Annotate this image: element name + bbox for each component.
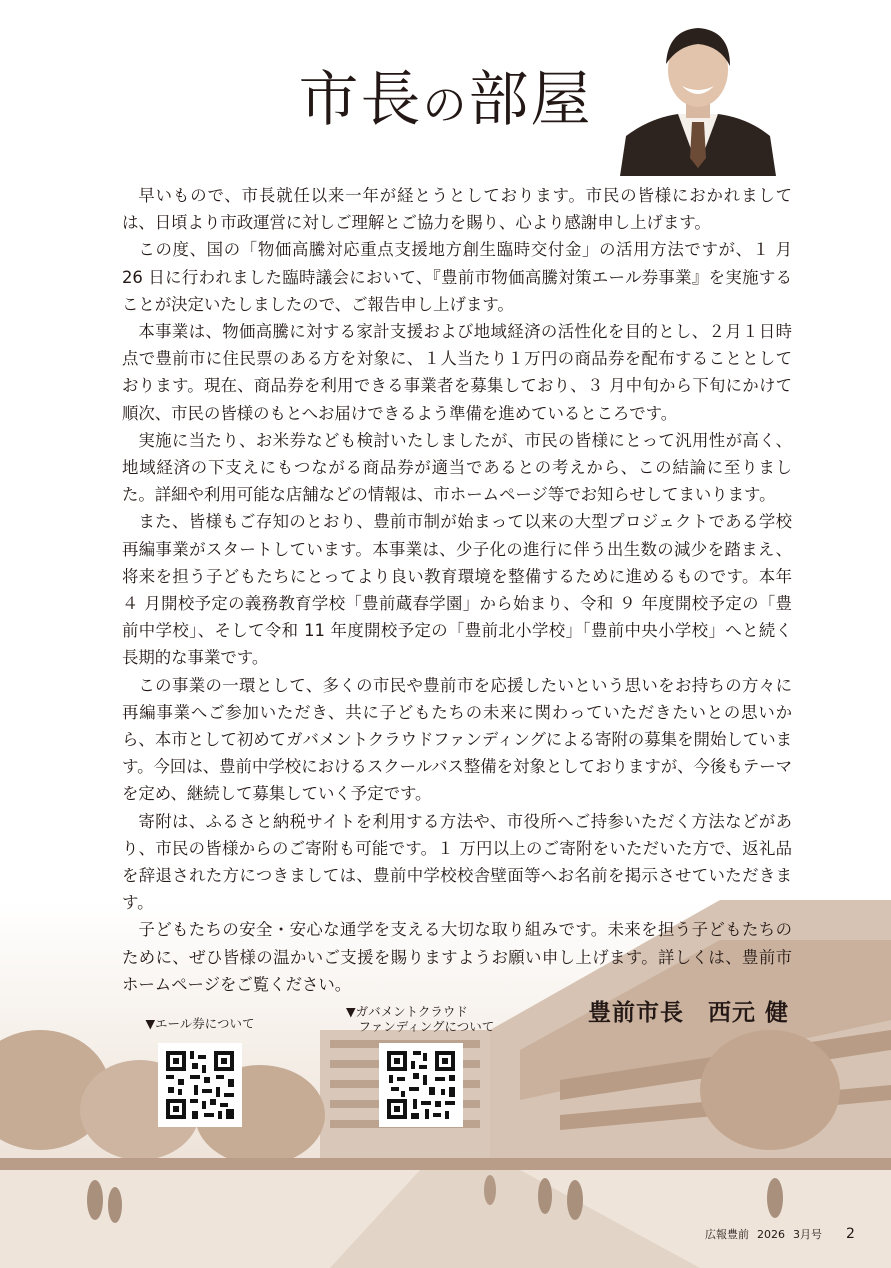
paragraph: 子どもたちの安全・安心な通学を支える大切な取り組みです。未来を担う子どもたちのために、ぜひ皆様の温かいご支援を賜りますようお願い申し上げます。詳しくは、豊前市ホームページをご覧ください。 (122, 920, 792, 994)
page-title: 市長の部屋 (298, 65, 593, 135)
qr-government-crowdfunding[interactable] (346, 1004, 496, 1127)
paragraph: この事業の一環として、多くの市民や豊前市を応援したいという思いをお持ちの方々に再編事業へご参加いただき、共に子どもたちの未来に関わっていただきたいとの思いから、本市として初めてガバメントクラウドファンディングによる寄附の募集を開始しています。今回は、豊前中学校におけるスクールバス整備を対象としておりますが、今後もテーマを定め、継続して募集していく予定です。 (122, 675, 792, 804)
footer-year: 2026 (757, 1228, 785, 1241)
qr-caption: ▼エール券について (145, 1016, 255, 1031)
page-footer (705, 1226, 855, 1242)
paragraph: また、皆様もご存知のとおり、豊前市制が始まって以来の大型プロジェクトである学校再編事業がスタートしています。本事業は、少子化の進行に伴う出生数の減少を踏まえ、将来を担う子どもたちにとってより良い教育環境を整備するために進めるものです。本年 ４ 月開校予定の義務教育学校「豊前蔵春学園」から始まり、令和 ９ 年度開校予定の「豊前中学校」、そして令和 11 年度開校予定の「豊前北小学校」「豊前中央小学校」へと続く長期的な事業です。 (122, 512, 792, 668)
paragraph: 実施に当たり、お米券なども検討いたしましたが、市民の皆様にとって汎用性が高く、地域経済の下支えにもつながる商品券が適当であるとの考えから、この結論に至りました。詳細や利用可能な店舗などの情報は、市ホームページ等でお知らせしてまいります。 (122, 430, 792, 505)
qr-code-icon[interactable] (379, 1043, 463, 1127)
qr-caption: ▼ガバメントクラウド ファンディングについて (346, 1004, 495, 1034)
person-silhouette (87, 1180, 103, 1220)
qr-yell-ticket[interactable] (140, 1016, 260, 1127)
footer-publication: 広報豊前 (705, 1228, 749, 1241)
paragraph: この度、国の「物価高騰対応重点支援地方創生臨時交付金」の活用方法ですが、１ 月 26 日に行われました臨時議会において、『豊前市物価高騰対策エール券事業』を実施することが決定いたしましたので、ご報告申し上げます。 (122, 240, 792, 314)
paragraph: 寄附は、ふるさと納税サイトを利用する方法や、市役所へご持参いただく方法などがあり、市民の皆様からのご寄附も可能です。１ 万円以上のご寄附をいただいた方で、返礼品を辞退された方につきましては、豊前中学校校舎壁面等へお名前を掲示させていただきます。 (122, 811, 792, 913)
footer-month: 3月号 (793, 1228, 822, 1241)
message-body (122, 182, 792, 998)
mayor-portrait (620, 18, 776, 176)
qr-code-icon[interactable] (158, 1043, 242, 1127)
page-number: 2 (846, 1226, 855, 1242)
paragraph: 本事業は、物価高騰に対する家計支援および地域経済の活性化を目的とし、２月１日時点で豊前市に住民票のある方を対象に、１人当たり１万円の商品券を配布することとしております。現在、商品券を利用できる事業者を募集しており、３ 月中旬から下旬にかけて順次、市民の皆様のもとへお届けできるよう準備を進めているところです。 (122, 322, 792, 423)
paragraph: 早いもので、市長就任以来一年が経とうとしております。市民の皆様におかれましては、日頃より市政運営に対しご理解とご協力を賜り、心より感謝申し上げます。 (122, 186, 792, 233)
mayor-signature: 豊前市長 西元 健 (588, 999, 790, 1026)
